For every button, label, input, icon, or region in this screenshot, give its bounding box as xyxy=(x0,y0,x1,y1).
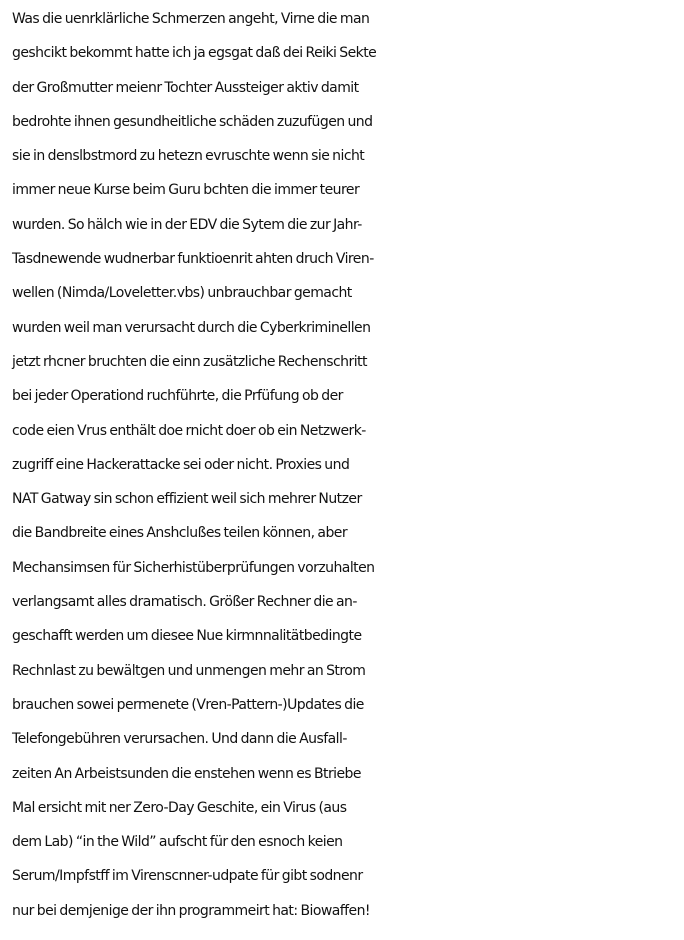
text-line: Telefongebühren verursachen. Und dann die Ausfall- xyxy=(12,731,347,748)
text-line: Serum/Impfstff im Virenscnner-udpate für gibt sodnenr xyxy=(12,868,363,885)
text-line: dem Lab) “in the Wild” aufscht für den esnoch keien xyxy=(12,834,343,851)
text-line: Mechansimsen für Sicherhistüberprüfungen vorzuhalten xyxy=(12,559,375,576)
text-line: wurden. So hälch wie in der EDV die Sytem die zur Jahr- xyxy=(12,216,362,233)
text-line: bei jeder Operationd ruchführte, die Prfüfung ob der xyxy=(12,388,343,405)
text-line: code eien Vrus enthält doe rnicht doer ob ein Netzwerk- xyxy=(12,422,366,439)
text-line: verlangsamt alles dramatisch. Größer Rechner die an- xyxy=(12,594,357,611)
text-line: wurden weil man verursacht durch die Cyberkriminellen xyxy=(12,319,371,336)
body-paragraph xyxy=(12,2,684,928)
text-line: der Großmutter meienr Tochter Aussteiger aktiv damit xyxy=(12,79,359,96)
text-line: bedrohte ihnen gesundheitliche schäden zuzufügen und xyxy=(12,113,373,130)
text-line: Tasdnewende wudnerbar funktioenrit ahten druch Viren- xyxy=(12,251,374,268)
text-line: Mal ersicht mit ner Zero-Day Geschite, ein Virus (aus xyxy=(12,799,347,816)
text-line: Rechnlast zu bewältgen und unmengen mehr an Strom xyxy=(12,662,366,679)
text-line: geschafft werden um diesee Nue kirmnnalitätbedingte xyxy=(12,628,362,645)
text-line: Was die uenrklärliche Schmerzen angeht, Virne die man xyxy=(12,11,370,27)
text-line: immer neue Kurse beim Guru bchten die immer teurer xyxy=(12,182,360,199)
text-line: die Bandbreite eines Anshclußes teilen können, aber xyxy=(12,525,348,542)
text-line: zeiten An Arbeistsunden die enstehen wenn es Btriebe xyxy=(12,765,361,782)
text-line: brauchen sowei permenete (Vren-Pattern-)Updates die xyxy=(12,696,364,713)
text-line: geshcikt bekommt hatte ich ja egsgat daß dei Reiki Sekte xyxy=(12,45,377,62)
text-line: zugriff eine Hackerattacke sei oder nicht. Proxies und xyxy=(12,456,350,473)
text-line: nur bei demjenige der ihn programmeirt hat: Biowaffen! xyxy=(12,902,370,919)
text-line: jetzt rhcner bruchten die einn zusätzliche Rechenschritt xyxy=(12,353,367,370)
text-line: NAT Gatway sin schon effizient weil sich mehrer Nutzer xyxy=(12,491,362,508)
text-line: wellen (Nimda/Loveletter.vbs) unbrauchbar gemacht xyxy=(12,285,352,302)
text-line: sie in denslbstmord zu hetezn evruschte wenn sie nicht xyxy=(12,148,365,165)
